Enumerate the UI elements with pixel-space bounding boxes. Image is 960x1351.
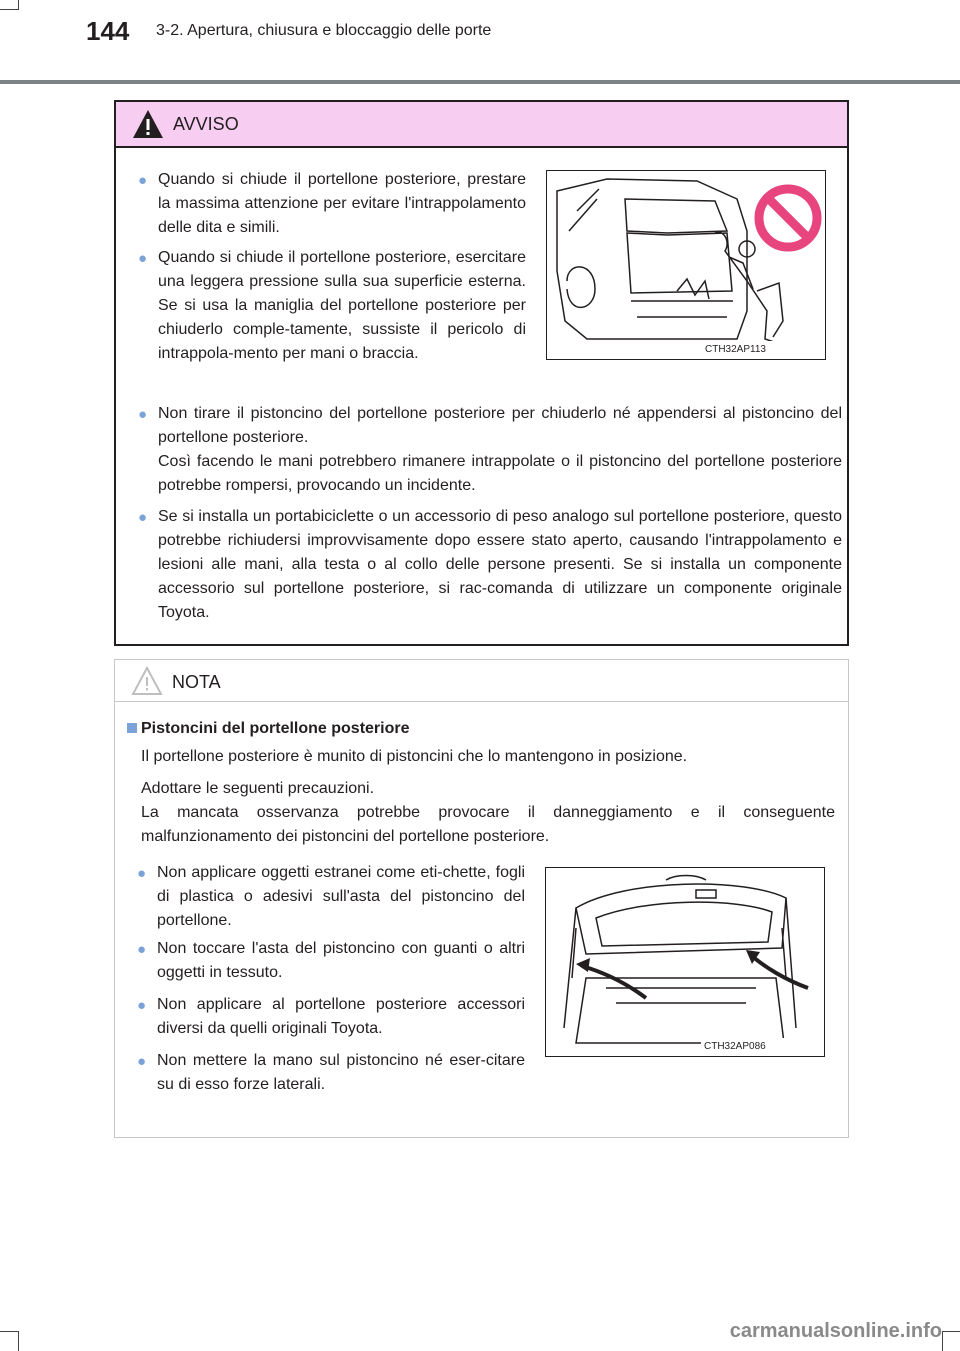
warning-bullet-2: Quando si chiude il portellone posteriore, esercitare una leggera pressione sulla sua superficie esterna. Se si usa la maniglia del portellone posteriore per chiuderlo comple-tamente, sussiste il pericolo di intrappola-mento per mani o braccia. [158, 249, 526, 362]
bullet-icon: ● [137, 1053, 147, 1070]
tailgate-strut-illustration [546, 868, 824, 1056]
header-rule [0, 80, 960, 84]
caution-triangle-icon [131, 666, 163, 696]
warning-bullet-3 [158, 402, 842, 498]
bullet-icon: ● [138, 509, 148, 526]
warning-triangle-icon [132, 109, 164, 139]
bullet-icon: ● [138, 250, 148, 267]
warning-label: AVVISO [173, 114, 239, 134]
warning-bullet-3-extra: Così facendo le mani potrebbero rimanere intrappolate o il pistoncino del portellone posteriore potrebbe rompersi, provocando un incidente. [158, 453, 842, 494]
note-heading: Pistoncini del portellone posteriore [141, 720, 410, 737]
crop-mark [0, 1331, 18, 1332]
warning-bullet-1: Quando si chiude il portellone posteriore, prestare la massima attenzione per evitare l'intrappolamento delle dita e simili. [158, 171, 526, 236]
crop-mark [942, 1331, 960, 1332]
prohibition-icon [753, 183, 823, 253]
watermark: carmanualsonline.info [729, 1320, 942, 1342]
figure-code-1: CTH32AP113 [705, 344, 766, 355]
warning-header [116, 102, 847, 148]
tailgate-strut-figure [545, 867, 825, 1057]
bullet-icon: ● [137, 865, 147, 882]
note-header [115, 660, 848, 702]
crop-mark [0, 9, 18, 10]
warning-box [114, 100, 849, 646]
note-intro: Il portellone posteriore è munito di pistoncini che lo mantengono in posizione. [141, 748, 688, 765]
bullet-icon: ● [138, 406, 148, 423]
car-tailgate-figure [546, 170, 826, 360]
note-precaution-text: La mancata osservanza potrebbe provocare il danneggiamento e il conseguente malfunzionamento dei pistoncini del portellone posteriore. [141, 804, 835, 845]
warning-bullet-4: Se si installa un portabiciclette o un accessorio di peso analogo sul portellone posteriore, questo potrebbe richiudersi improvvisamente dopo essere stato aperto, causando l'intrappolamento e lesioni alle mani, alla testa o al collo delle persone presenti. Se si installa un componente accessorio sul portellone posteriore, si rac-comanda di utilizzare un componente originale Toyota. [158, 508, 842, 621]
crop-mark [18, 1331, 19, 1351]
note-box [114, 659, 849, 1138]
bullet-icon: ● [137, 997, 147, 1014]
crop-mark [18, 0, 19, 10]
square-bullet-icon [127, 723, 137, 733]
page-number: 144 [86, 16, 130, 46]
bullet-icon: ● [138, 172, 148, 189]
note-precaution-title: Adottare le seguenti precauzioni. [141, 780, 375, 797]
warning-bullet-3-text: Non tirare il pistoncino del portellone posteriore per chiuderlo né appendersi al pistoncino del portellone posteriore. [158, 405, 842, 446]
figure-code-2: CTH32AP086 [704, 1041, 766, 1052]
note-bullet-1: Non applicare oggetti estranei come eti-chette, fogli di plastica o adesivi sull'asta del pistoncino del portellone. [157, 864, 525, 929]
note-bullet-4: Non mettere la mano sul pistoncino né eser-citare su di esso forze laterali. [157, 1052, 525, 1093]
crop-mark [942, 1331, 943, 1351]
note-bullet-3: Non applicare al portellone posteriore accessori diversi da quelli originali Toyota. [157, 996, 525, 1037]
bullet-icon: ● [137, 941, 147, 958]
note-label: NOTA [172, 672, 221, 692]
section-title: 3-2. Apertura, chiusura e bloccaggio delle porte [156, 22, 492, 39]
note-bullet-2: Non toccare l'asta del pistoncino con guanti o altri oggetti in tessuto. [157, 940, 525, 981]
